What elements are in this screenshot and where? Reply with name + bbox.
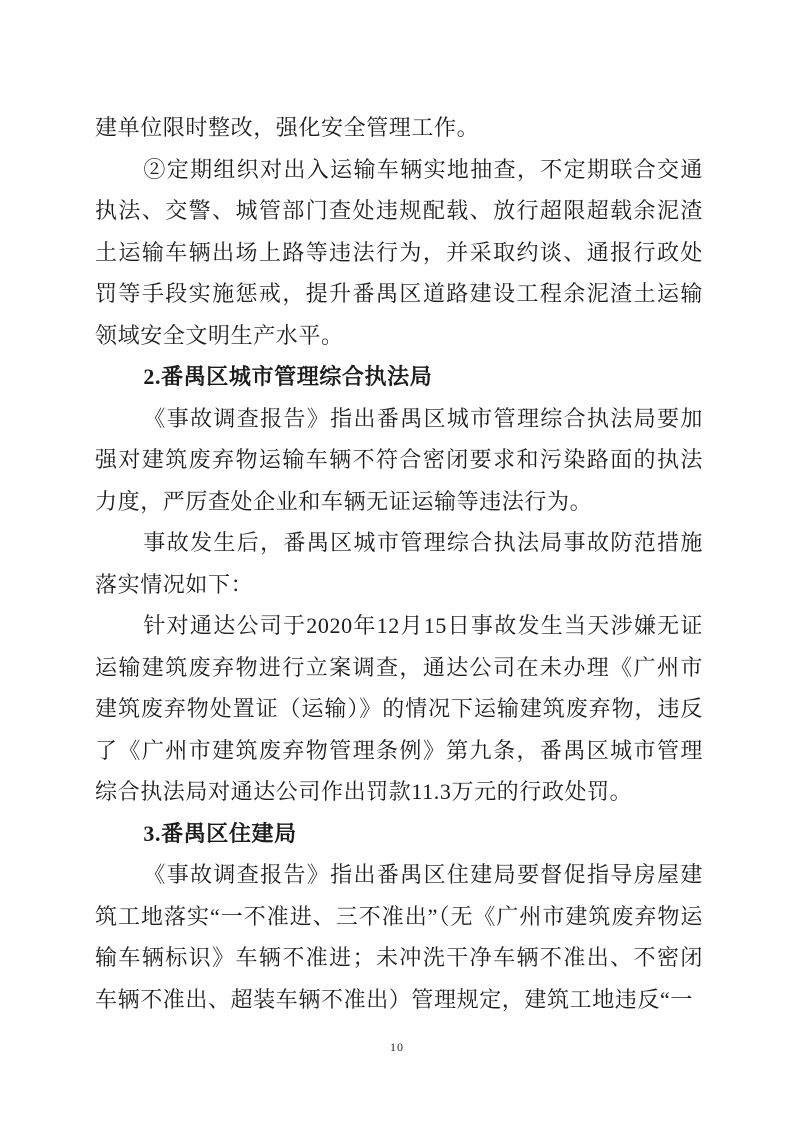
paragraph: 《事故调查报告》指出番禺区住建局要督促指导房屋建筑工地落实“一不准进、三不准出”（无《广州市建筑废弃物运输车辆标识》车辆不准进；未冲洗干净车辆不准出、不密闭车辆不准出、超装车辆不准出）管理规定，建筑工地违反“一 bbox=[95, 862, 703, 1012]
section-heading: 2.番禺区城市管理综合执法局 bbox=[143, 364, 433, 389]
paragraph: 事故发生后，番禺区城市管理综合执法局事故防范措施落实情况如下： bbox=[95, 530, 703, 597]
paragraph: ②定期组织对出入运输车辆实地抽查，不定期联合交通执法、交警、城管部门查处违规配载、放行超限超载余泥渣土运输车辆出场上路等违法行为，并采取约谈、通报行政处罚等手段实施惩戒，提升番禺区道路建设工程余泥渣土运输领域安全文明生产水平。 bbox=[95, 156, 703, 348]
section-heading: 3.番禺区住建局 bbox=[143, 820, 297, 846]
paragraph: 建单位限时整改，强化安全管理工作。 bbox=[95, 115, 480, 140]
page-number: 10 bbox=[390, 1040, 404, 1054]
paragraph: 针对通达公司于2020年12月15日事故发生当天涉嫌无证运输建筑废弃物进行立案调查，通达公司在未办理《广州市建筑废弃物处置证（运输）》的情况下运输建筑废弃物，违反了《广州市建筑废弃物管理条例》第九条，番禺区城市管理综合执法局对通达公司作出罚款11.3万元的行政处罚。 bbox=[95, 613, 703, 804]
paragraph: 《事故调查报告》指出番禺区城市管理综合执法局要加强对建筑废弃物运输车辆不符合密闭要求和污染路面的执法力度，严厉查处企业和车辆无证运输等违法行为。 bbox=[95, 405, 703, 514]
document-body bbox=[95, 107, 703, 1020]
